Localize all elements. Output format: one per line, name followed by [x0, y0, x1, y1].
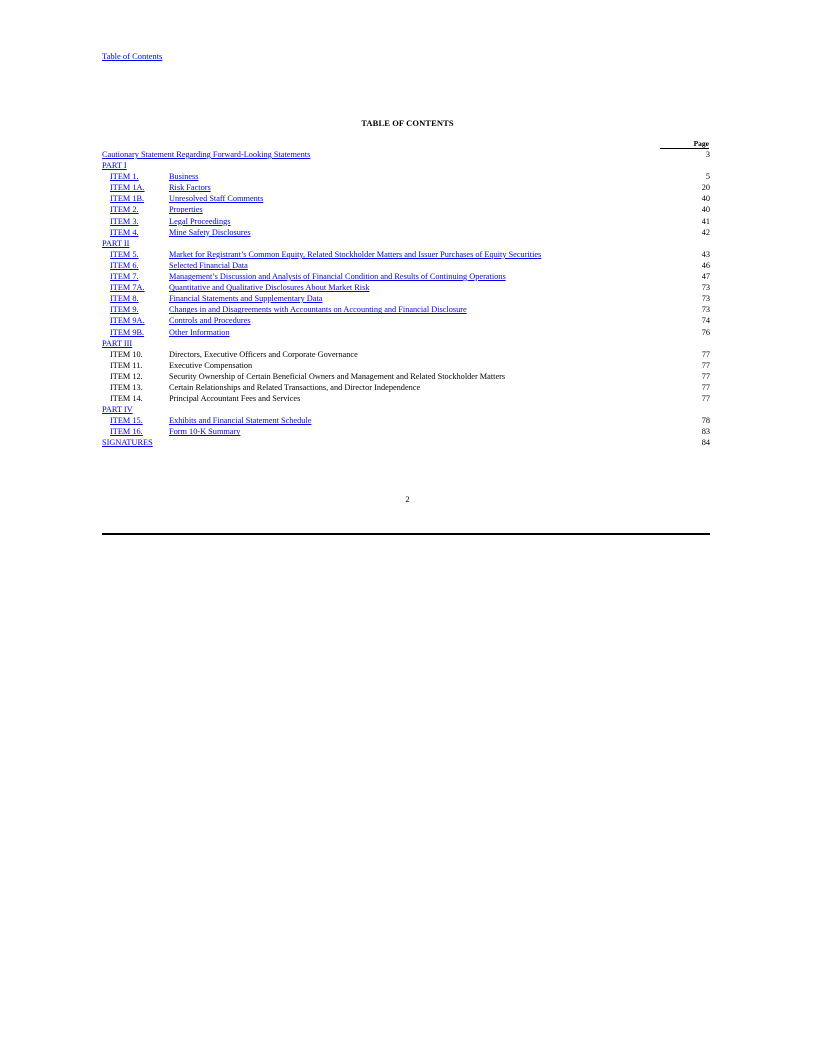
table-of-contents-top-link[interactable]: Table of Contents [102, 51, 163, 61]
toc-item-number[interactable]: ITEM 1B. [110, 194, 145, 204]
toc-item-row [102, 382, 710, 393]
toc-item-number: ITEM 11. [110, 360, 143, 370]
toc-section-row [102, 404, 710, 415]
toc-section-row [102, 160, 710, 171]
toc-item-row [102, 271, 710, 282]
toc-item-row [102, 249, 710, 260]
toc-item-number[interactable]: ITEM 1A. [110, 183, 145, 193]
toc-item-description[interactable]: Controls and Procedures [169, 316, 251, 326]
toc-item-number: ITEM 14. [110, 394, 143, 404]
toc-item-description: Security Ownership of Certain Beneficial Owners and Management and Related Stockholder Matters [169, 371, 506, 381]
toc-item-row [102, 360, 710, 371]
toc-item-number[interactable]: ITEM 9A. [110, 316, 145, 326]
toc-item-description[interactable]: Selected Financial Data [169, 260, 248, 270]
toc-item-row [102, 227, 710, 238]
toc-item-number[interactable]: ITEM 16. [110, 427, 143, 437]
toc-item-number: ITEM 10. [110, 349, 143, 359]
toc-item-description[interactable]: Legal Proceedings [169, 216, 231, 226]
toc-section-link[interactable]: PART III [102, 338, 133, 348]
page-divider [102, 533, 710, 535]
toc-item-number: ITEM 12. [110, 371, 143, 381]
toc-item-description: Directors, Executive Officers and Corporate Governance [169, 349, 358, 359]
toc-item-number[interactable]: ITEM 7. [110, 272, 139, 282]
toc-item-row [102, 171, 710, 182]
toc-page-number: 73 [701, 283, 710, 293]
toc-page-number: 83 [701, 427, 710, 437]
toc-item-row [102, 415, 710, 426]
toc-table [102, 149, 710, 449]
toc-item-row [102, 371, 710, 382]
toc-page-number: 74 [701, 316, 710, 326]
toc-item-number[interactable]: ITEM 9. [110, 305, 139, 315]
toc-item-description[interactable]: Unresolved Staff Comments [169, 194, 264, 204]
page-number: 2 [405, 494, 410, 504]
toc-item-description[interactable]: Properties [169, 205, 203, 215]
toc-page-number: 77 [701, 371, 710, 381]
toc-item-description: Principal Accountant Fees and Services [169, 394, 301, 404]
toc-page-number: 42 [701, 227, 710, 237]
toc-item-number[interactable]: ITEM 2. [110, 205, 139, 215]
toc-item-description[interactable]: Management’s Discussion and Analysis of Financial Condition and Results of Continuing Operations [169, 272, 506, 282]
toc-item-row [102, 315, 710, 326]
toc-item-description[interactable]: Exhibits and Financial Statement Schedule [169, 416, 312, 426]
toc-item-row [102, 182, 710, 193]
toc-item-row [102, 327, 710, 338]
toc-section-link[interactable]: PART II [102, 238, 130, 248]
toc-item-row [102, 216, 710, 227]
toc-item-description[interactable]: Market for Registrant’s Common Equity, Related Stockholder Matters and Issuer Purchases of Equity Securities [169, 249, 542, 259]
toc-item-description[interactable]: Changes in and Disagreements with Accountants on Accounting and Financial Disclosure [169, 305, 467, 315]
toc-item-number[interactable]: ITEM 5. [110, 249, 139, 259]
toc-item-description[interactable]: Financial Statements and Supplementary Data [169, 294, 323, 304]
toc-item-row [102, 349, 710, 360]
toc-item-number[interactable]: ITEM 15. [110, 416, 143, 426]
toc-item-number: ITEM 13. [110, 382, 143, 392]
toc-item-number[interactable]: ITEM 4. [110, 227, 139, 237]
toc-item-description: Executive Compensation [169, 360, 253, 370]
toc-section-link[interactable]: SIGNATURES [102, 438, 153, 448]
toc-page-number: 3 [705, 150, 710, 159]
toc-page-number: 41 [701, 216, 710, 226]
toc-item-description[interactable]: Quantitative and Qualitative Disclosures About Market Risk [169, 283, 370, 293]
toc-section-row [102, 149, 710, 160]
toc-section-row [102, 238, 710, 249]
toc-item-row [102, 304, 710, 315]
toc-page-number: 78 [701, 416, 710, 426]
toc-page-number: 47 [701, 272, 710, 282]
toc-item-row [102, 426, 710, 437]
toc-section-link[interactable]: Cautionary Statement Regarding Forward-Looking Statements [102, 150, 311, 159]
toc-item-description: Certain Relationships and Related Transactions, and Director Independence [169, 382, 421, 392]
toc-page-number: 77 [701, 382, 710, 392]
page-column-header: Page [660, 139, 709, 149]
toc-page-number: 73 [701, 305, 710, 315]
toc-page-number: 40 [701, 194, 710, 204]
toc-item-description[interactable]: Risk Factors [169, 183, 211, 193]
toc-section-link[interactable]: PART IV [102, 405, 133, 415]
toc-page-number: 73 [701, 294, 710, 304]
toc-page-number: 77 [701, 360, 710, 370]
toc-item-row [102, 260, 710, 271]
toc-item-description[interactable]: Form 10-K Summary [169, 427, 241, 437]
toc-item-number[interactable]: ITEM 7A. [110, 283, 145, 293]
toc-item-number[interactable]: ITEM 1. [110, 172, 139, 182]
toc-section-row [102, 437, 710, 448]
toc-item-row [102, 282, 710, 293]
toc-page-number: 40 [701, 205, 710, 215]
toc-section-row [102, 338, 710, 349]
toc-page-number: 46 [701, 260, 710, 270]
toc-page-number: 5 [705, 172, 710, 182]
toc-item-row [102, 293, 710, 304]
toc-item-description[interactable]: Other Information [169, 327, 230, 337]
toc-page-number: 84 [701, 438, 710, 448]
toc-item-number[interactable]: ITEM 9B. [110, 327, 145, 337]
toc-item-description[interactable]: Mine Safety Disclosures [169, 227, 251, 237]
page-title: TABLE OF CONTENTS [361, 118, 454, 128]
toc-item-row [102, 193, 710, 204]
toc-item-number[interactable]: ITEM 8. [110, 294, 139, 304]
toc-page-number: 77 [701, 394, 710, 404]
toc-item-row [102, 204, 710, 215]
toc-page-number: 77 [701, 349, 710, 359]
toc-item-number[interactable]: ITEM 6. [110, 260, 139, 270]
toc-item-row [102, 393, 710, 404]
toc-page-number: 20 [701, 183, 710, 193]
toc-item-description[interactable]: Business [169, 172, 199, 182]
toc-page-number: 43 [701, 249, 710, 259]
toc-item-number[interactable]: ITEM 3. [110, 216, 139, 226]
toc-section-link[interactable]: PART I [102, 161, 127, 171]
toc-page-number: 76 [701, 327, 710, 337]
